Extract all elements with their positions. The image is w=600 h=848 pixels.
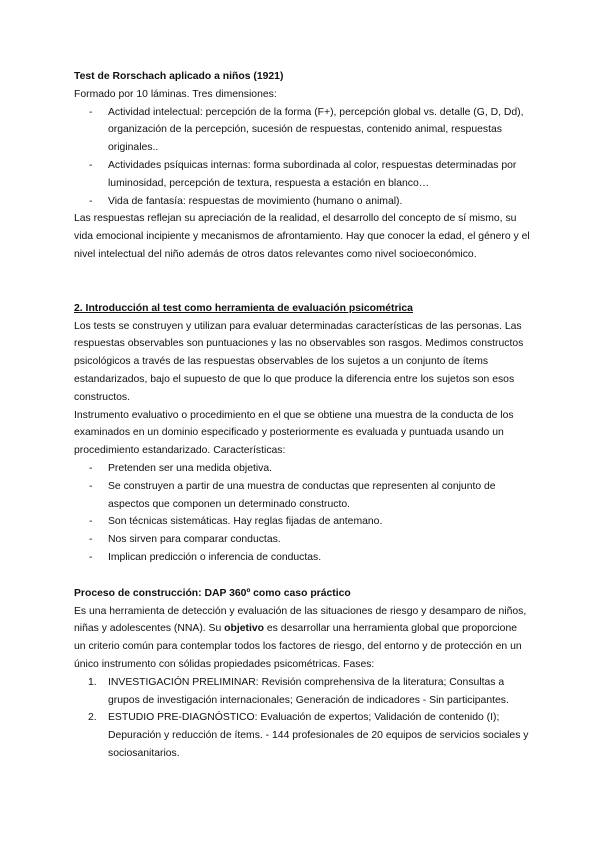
phases-list [74, 674, 530, 763]
spacer [74, 264, 530, 300]
dap-paragraph-start: Es una herramienta de detección y evaluación de las situaciones de riesgo y desamparo de niños, niñas y adolescentes (NNA). Su [74, 605, 527, 635]
dap-paragraph [74, 603, 530, 674]
list-item: - Actividad intelectual: percepción de la forma (F+), percepción global vs. detalle (G, D, Dd), organización de la percepción, sucesión de respuestas, contenido animal, respuestas originales.. [108, 104, 530, 157]
intro-test-paragraph-2: Instrumento evaluativo o procedimiento en el que se obtiene una muestra de la conducta de los examinados en un dominio especificado y posteriormente es evaluada y puntuada usando un procedimiento estandarizado. Características: [74, 409, 514, 457]
section-title-intro-test: 2. Introducción al test como herramienta de evaluación psicométrica [74, 302, 413, 314]
list-item: - Son técnicas sistemáticas. Hay reglas fijadas de antemano. [108, 513, 530, 531]
list-item [88, 709, 530, 762]
intro-test-paragraph-1: Los tests se construyen y utilizan para evaluar determinadas características de las personas. Las respuestas observables son puntuaciones y las no observables son rasgos. Medimos constructos psicológicos a través de las respuestas observables de los sujetos a un conjunto de ítems estandarizados, bajo el supuesto de que lo que produce la diferencia entre los sujetos son esos constructos. [74, 320, 524, 403]
phase-number: 1. [88, 676, 97, 688]
dap-objective-word: objetivo [224, 623, 265, 635]
characteristics-list [74, 460, 530, 567]
rorschach-dimensions-list [74, 104, 530, 211]
rorschach-paragraph: Las respuestas reflejan su apreciación de la realidad, el desarrollo del concepto de sí mismo, su vida emocional incipiente y mecanismos de afrontamiento. Hay que conocer la edad, el género y el nivel intelectual del niño además de otros datos relevantes como nivel socioeconómico. [74, 213, 530, 260]
phase-text: ESTUDIO PRE-DIAGNÓSTICO: Evaluación de expertos; Validación de contenido (I); Depuración y reducción de ítems. - 144 profesionales de 20 equipos de servicios sociales y sociosanitarios. [108, 712, 529, 759]
spacer [74, 567, 530, 585]
list-item: - Actividades psíquicas internas: forma subordinada al color, respuestas determinadas por luminosidad, percepción de textura, respuesta a estación en blanco… [108, 157, 530, 193]
list-item: - Vida de fantasía: respuestas de movimiento (humano o animal). [108, 193, 530, 211]
rorschach-intro: Formado por 10 láminas. Tres dimensiones: [74, 88, 277, 100]
phase-text: INVESTIGACIÓN PRELIMINAR: Revisión comprehensiva de la literatura; Consultas a grupos de investigación internacionales; Generación de indicadores - Sin participantes. [108, 676, 509, 706]
list-item: - Nos sirven para comparar conductas. [108, 531, 530, 549]
list-item: - Se construyen a partir de una muestra de conductas que representen al conjunto de aspectos que componen un determinado constructo. [108, 478, 530, 514]
list-item: - Pretenden ser una medida objetiva. [108, 460, 530, 478]
phase-number: 2. [88, 712, 97, 724]
list-item [88, 674, 530, 710]
section-title-rorschach: Test de Rorschach aplicado a niños (1921) [74, 71, 284, 82]
dap-paragraph-end: es desarrollar una herramienta global que proporcione un criterio común para contemplar todos los factores de riesgo, del entorno y de protección en un único instrumento con sólidas propiedades psicométricas. Fases: [74, 623, 522, 670]
section-title-dap: Proceso de construcción: DAP 360º como caso práctico [74, 587, 351, 599]
list-item: - Implican predicción o inferencia de conductas. [108, 549, 530, 567]
